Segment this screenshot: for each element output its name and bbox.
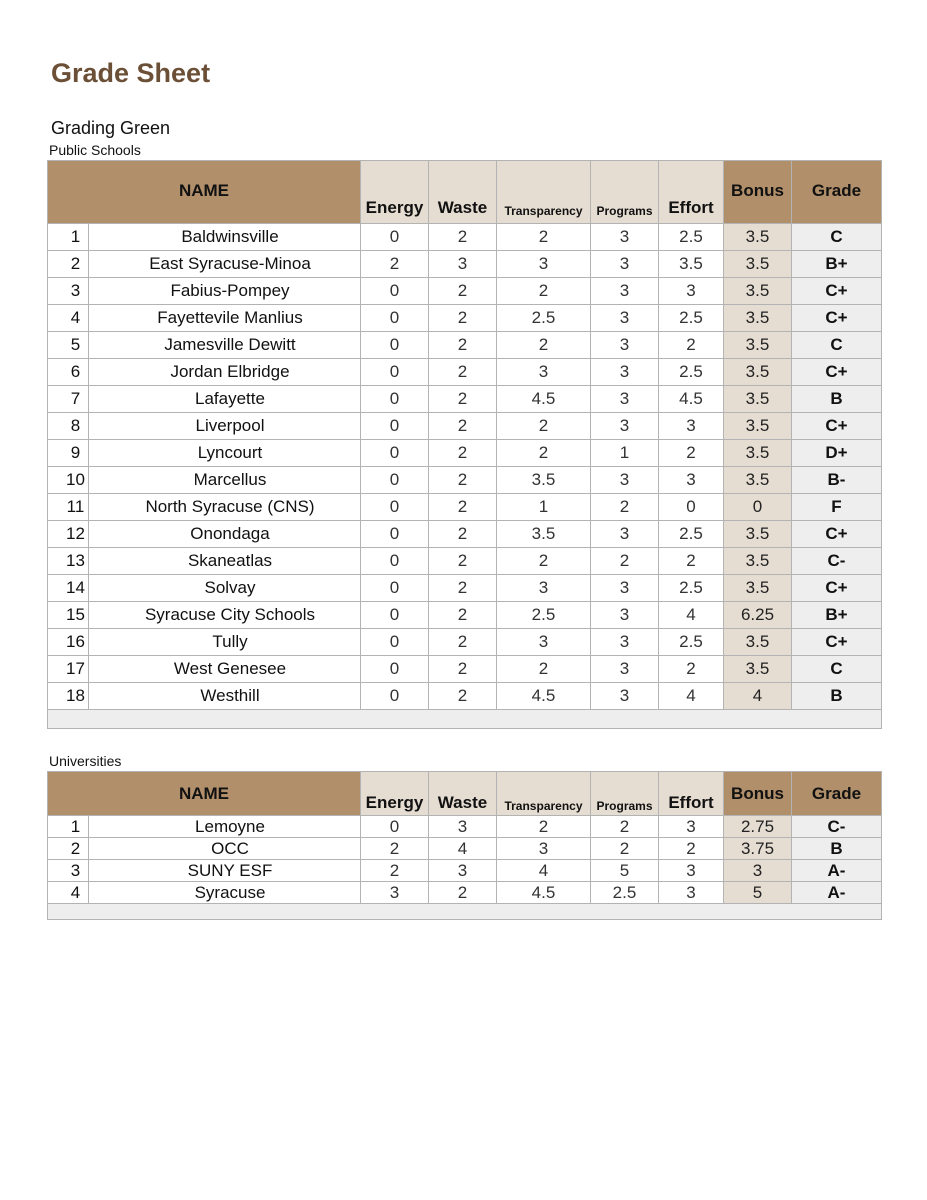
grade-value: C+ — [792, 305, 882, 332]
table-footer-spacer — [48, 904, 882, 920]
transparency-score: 2 — [497, 278, 591, 305]
table-row — [48, 224, 882, 251]
waste-score: 2 — [429, 629, 497, 656]
bonus-score: 3.5 — [724, 629, 792, 656]
transparency-score: 3 — [497, 838, 591, 860]
effort-score: 2 — [659, 440, 724, 467]
transparency-score: 4.5 — [497, 386, 591, 413]
column-header-programs: Programs — [591, 772, 659, 816]
waste-score: 2 — [429, 656, 497, 683]
school-name: Jamesville Dewitt — [89, 332, 361, 359]
bonus-score: 3.5 — [724, 359, 792, 386]
subtitle: Grading Green — [51, 118, 171, 138]
school-name: Lyncourt — [89, 440, 361, 467]
programs-score: 3 — [591, 413, 659, 440]
table-row — [48, 305, 882, 332]
section-label-universities: Universities — [49, 753, 122, 769]
transparency-score: 3 — [497, 359, 591, 386]
public-schools-body — [48, 224, 882, 710]
table-row — [48, 838, 882, 860]
effort-score: 3 — [659, 860, 724, 882]
waste-score: 2 — [429, 548, 497, 575]
transparency-score: 4.5 — [497, 882, 591, 904]
programs-score: 3 — [591, 332, 659, 359]
grade-value: C+ — [792, 575, 882, 602]
row-number: 5 — [48, 332, 89, 359]
page-title: Grade Sheet — [51, 58, 211, 88]
waste-score: 3 — [429, 816, 497, 838]
waste-score: 2 — [429, 386, 497, 413]
programs-score: 3 — [591, 683, 659, 710]
school-name: OCC — [89, 838, 361, 860]
column-header-bonus: Bonus — [724, 772, 792, 816]
row-number: 18 — [48, 683, 89, 710]
school-name: Jordan Elbridge — [89, 359, 361, 386]
school-name: Fabius-Pompey — [89, 278, 361, 305]
energy-score: 0 — [361, 359, 429, 386]
row-number: 11 — [48, 494, 89, 521]
row-number: 14 — [48, 575, 89, 602]
grade-value: B+ — [792, 251, 882, 278]
row-number: 8 — [48, 413, 89, 440]
row-number: 1 — [48, 224, 89, 251]
column-header-name: NAME — [48, 772, 361, 816]
bonus-score: 3.5 — [724, 224, 792, 251]
transparency-score: 2 — [497, 816, 591, 838]
school-name: West Genesee — [89, 656, 361, 683]
waste-score: 2 — [429, 575, 497, 602]
bonus-score: 3.5 — [724, 278, 792, 305]
programs-score: 3 — [591, 278, 659, 305]
waste-score: 2 — [429, 683, 497, 710]
energy-score: 0 — [361, 305, 429, 332]
waste-score: 4 — [429, 838, 497, 860]
row-number: 16 — [48, 629, 89, 656]
grade-value: B — [792, 838, 882, 860]
grade-value: C+ — [792, 278, 882, 305]
programs-score: 3 — [591, 521, 659, 548]
programs-score: 1 — [591, 440, 659, 467]
row-number: 10 — [48, 467, 89, 494]
grade-value: C+ — [792, 359, 882, 386]
table-row — [48, 467, 882, 494]
school-name: North Syracuse (CNS) — [89, 494, 361, 521]
energy-score: 2 — [361, 251, 429, 278]
school-name: Westhill — [89, 683, 361, 710]
bonus-score: 3.5 — [724, 467, 792, 494]
bonus-score: 5 — [724, 882, 792, 904]
effort-score: 2.5 — [659, 629, 724, 656]
school-name: Liverpool — [89, 413, 361, 440]
energy-score: 0 — [361, 816, 429, 838]
bonus-score: 3.5 — [724, 386, 792, 413]
energy-score: 0 — [361, 629, 429, 656]
programs-score: 3 — [591, 629, 659, 656]
programs-score: 2 — [591, 548, 659, 575]
effort-score: 2.5 — [659, 521, 724, 548]
column-header-effort: Effort — [659, 772, 724, 816]
effort-score: 4 — [659, 602, 724, 629]
bonus-score: 3.5 — [724, 305, 792, 332]
waste-score: 2 — [429, 494, 497, 521]
transparency-score: 2 — [497, 224, 591, 251]
row-number: 3 — [48, 860, 89, 882]
effort-score: 2.5 — [659, 224, 724, 251]
programs-score: 3 — [591, 386, 659, 413]
table-row — [48, 575, 882, 602]
transparency-score: 2 — [497, 413, 591, 440]
transparency-score: 1 — [497, 494, 591, 521]
grade-value: C — [792, 224, 882, 251]
school-name: Solvay — [89, 575, 361, 602]
energy-score: 0 — [361, 521, 429, 548]
effort-score: 3 — [659, 816, 724, 838]
transparency-score: 2 — [497, 332, 591, 359]
energy-score: 0 — [361, 332, 429, 359]
bonus-score: 3.5 — [724, 332, 792, 359]
waste-score: 2 — [429, 305, 497, 332]
effort-score: 2 — [659, 656, 724, 683]
programs-score: 2.5 — [591, 882, 659, 904]
school-name: Lemoyne — [89, 816, 361, 838]
grade-value: C+ — [792, 521, 882, 548]
bonus-score: 2.75 — [724, 816, 792, 838]
table-row — [48, 816, 882, 838]
energy-score: 0 — [361, 224, 429, 251]
row-number: 17 — [48, 656, 89, 683]
table-row — [48, 656, 882, 683]
waste-score: 2 — [429, 602, 497, 629]
grade-value: A- — [792, 882, 882, 904]
effort-score: 2 — [659, 332, 724, 359]
grade-value: C — [792, 332, 882, 359]
waste-score: 2 — [429, 467, 497, 494]
bonus-score: 3.5 — [724, 413, 792, 440]
table-row — [48, 251, 882, 278]
column-header-energy: Energy — [361, 772, 429, 816]
bonus-score: 0 — [724, 494, 792, 521]
table-row — [48, 521, 882, 548]
programs-score: 3 — [591, 305, 659, 332]
transparency-score: 4.5 — [497, 683, 591, 710]
column-header-grade: Grade — [792, 772, 882, 816]
energy-score: 0 — [361, 440, 429, 467]
row-number: 4 — [48, 882, 89, 904]
school-name: Marcellus — [89, 467, 361, 494]
row-number: 3 — [48, 278, 89, 305]
table-row — [48, 494, 882, 521]
table-row — [48, 629, 882, 656]
effort-score: 2 — [659, 548, 724, 575]
column-header-grade: Grade — [792, 161, 882, 224]
grade-value: C- — [792, 548, 882, 575]
grade-value: B — [792, 683, 882, 710]
programs-score: 5 — [591, 860, 659, 882]
transparency-score: 2 — [497, 656, 591, 683]
bonus-score: 3.5 — [724, 548, 792, 575]
table-row — [48, 882, 882, 904]
energy-score: 2 — [361, 838, 429, 860]
grade-value: C — [792, 656, 882, 683]
energy-score: 0 — [361, 413, 429, 440]
column-header-waste: Waste — [429, 161, 497, 224]
waste-score: 2 — [429, 440, 497, 467]
school-name: Skaneatlas — [89, 548, 361, 575]
transparency-score: 3 — [497, 575, 591, 602]
column-header-transparency: Transparency — [497, 161, 591, 224]
column-header-bonus: Bonus — [724, 161, 792, 224]
energy-score: 3 — [361, 882, 429, 904]
bonus-score: 4 — [724, 683, 792, 710]
row-number: 13 — [48, 548, 89, 575]
waste-score: 3 — [429, 251, 497, 278]
transparency-score: 2.5 — [497, 305, 591, 332]
programs-score: 3 — [591, 224, 659, 251]
energy-score: 0 — [361, 494, 429, 521]
programs-score: 3 — [591, 467, 659, 494]
effort-score: 3 — [659, 278, 724, 305]
waste-score: 2 — [429, 413, 497, 440]
public-schools-table — [47, 160, 882, 729]
table-footer-spacer — [48, 710, 882, 729]
bonus-score: 3 — [724, 860, 792, 882]
effort-score: 2.5 — [659, 359, 724, 386]
programs-score: 3 — [591, 251, 659, 278]
programs-score: 3 — [591, 575, 659, 602]
table-row — [48, 413, 882, 440]
transparency-score: 3 — [497, 629, 591, 656]
universities-table — [47, 771, 882, 920]
energy-score: 0 — [361, 602, 429, 629]
bonus-score: 3.5 — [724, 575, 792, 602]
waste-score: 3 — [429, 860, 497, 882]
grade-value: C+ — [792, 413, 882, 440]
school-name: Baldwinsville — [89, 224, 361, 251]
bonus-score: 3.5 — [724, 251, 792, 278]
grade-value: B — [792, 386, 882, 413]
column-header-effort: Effort — [659, 161, 724, 224]
school-name: Syracuse City Schools — [89, 602, 361, 629]
transparency-score: 2.5 — [497, 602, 591, 629]
table-row — [48, 683, 882, 710]
effort-score: 2.5 — [659, 305, 724, 332]
bonus-score: 6.25 — [724, 602, 792, 629]
energy-score: 0 — [361, 548, 429, 575]
energy-score: 0 — [361, 683, 429, 710]
transparency-score: 3 — [497, 251, 591, 278]
transparency-score: 2 — [497, 548, 591, 575]
grade-value: F — [792, 494, 882, 521]
waste-score: 2 — [429, 521, 497, 548]
transparency-score: 2 — [497, 440, 591, 467]
energy-score: 0 — [361, 656, 429, 683]
programs-score: 2 — [591, 838, 659, 860]
row-number: 2 — [48, 838, 89, 860]
grade-value: C- — [792, 816, 882, 838]
effort-score: 3 — [659, 467, 724, 494]
effort-score: 4 — [659, 683, 724, 710]
bonus-score: 3.5 — [724, 521, 792, 548]
table-row — [48, 332, 882, 359]
school-name: Tully — [89, 629, 361, 656]
effort-score: 3 — [659, 882, 724, 904]
row-number: 12 — [48, 521, 89, 548]
waste-score: 2 — [429, 278, 497, 305]
school-name: Onondaga — [89, 521, 361, 548]
school-name: Lafayette — [89, 386, 361, 413]
row-number: 15 — [48, 602, 89, 629]
energy-score: 0 — [361, 278, 429, 305]
energy-score: 0 — [361, 386, 429, 413]
school-name: East Syracuse-Minoa — [89, 251, 361, 278]
school-name: SUNY ESF — [89, 860, 361, 882]
column-header-transparency: Transparency — [497, 772, 591, 816]
programs-score: 3 — [591, 656, 659, 683]
table-row — [48, 860, 882, 882]
table-row — [48, 359, 882, 386]
programs-score: 3 — [591, 602, 659, 629]
waste-score: 2 — [429, 332, 497, 359]
column-header-programs: Programs — [591, 161, 659, 224]
grade-value: B+ — [792, 602, 882, 629]
table-row — [48, 548, 882, 575]
effort-score: 4.5 — [659, 386, 724, 413]
waste-score: 2 — [429, 359, 497, 386]
waste-score: 2 — [429, 224, 497, 251]
column-header-name: NAME — [48, 161, 361, 224]
row-number: 9 — [48, 440, 89, 467]
universities-body — [48, 816, 882, 904]
energy-score: 0 — [361, 575, 429, 602]
grade-value: A- — [792, 860, 882, 882]
transparency-score: 4 — [497, 860, 591, 882]
row-number: 4 — [48, 305, 89, 332]
energy-score: 2 — [361, 860, 429, 882]
transparency-score: 3.5 — [497, 521, 591, 548]
table-header-row — [48, 772, 882, 816]
bonus-score: 3.5 — [724, 440, 792, 467]
row-number: 1 — [48, 816, 89, 838]
effort-score: 0 — [659, 494, 724, 521]
effort-score: 2.5 — [659, 575, 724, 602]
table-row — [48, 278, 882, 305]
bonus-score: 3.5 — [724, 656, 792, 683]
row-number: 6 — [48, 359, 89, 386]
grade-value: B- — [792, 467, 882, 494]
table-row — [48, 602, 882, 629]
school-name: Fayettevile Manlius — [89, 305, 361, 332]
programs-score: 2 — [591, 494, 659, 521]
row-number: 2 — [48, 251, 89, 278]
effort-score: 3 — [659, 413, 724, 440]
transparency-score: 3.5 — [497, 467, 591, 494]
row-number: 7 — [48, 386, 89, 413]
programs-score: 2 — [591, 816, 659, 838]
section-label-public-schools: Public Schools — [49, 142, 141, 158]
bonus-score: 3.75 — [724, 838, 792, 860]
table-row — [48, 386, 882, 413]
column-header-energy: Energy — [361, 161, 429, 224]
school-name: Syracuse — [89, 882, 361, 904]
waste-score: 2 — [429, 882, 497, 904]
table-header-row — [48, 161, 882, 224]
column-header-waste: Waste — [429, 772, 497, 816]
grade-value: C+ — [792, 629, 882, 656]
programs-score: 3 — [591, 359, 659, 386]
effort-score: 3.5 — [659, 251, 724, 278]
grade-value: D+ — [792, 440, 882, 467]
energy-score: 0 — [361, 467, 429, 494]
table-row — [48, 440, 882, 467]
effort-score: 2 — [659, 838, 724, 860]
